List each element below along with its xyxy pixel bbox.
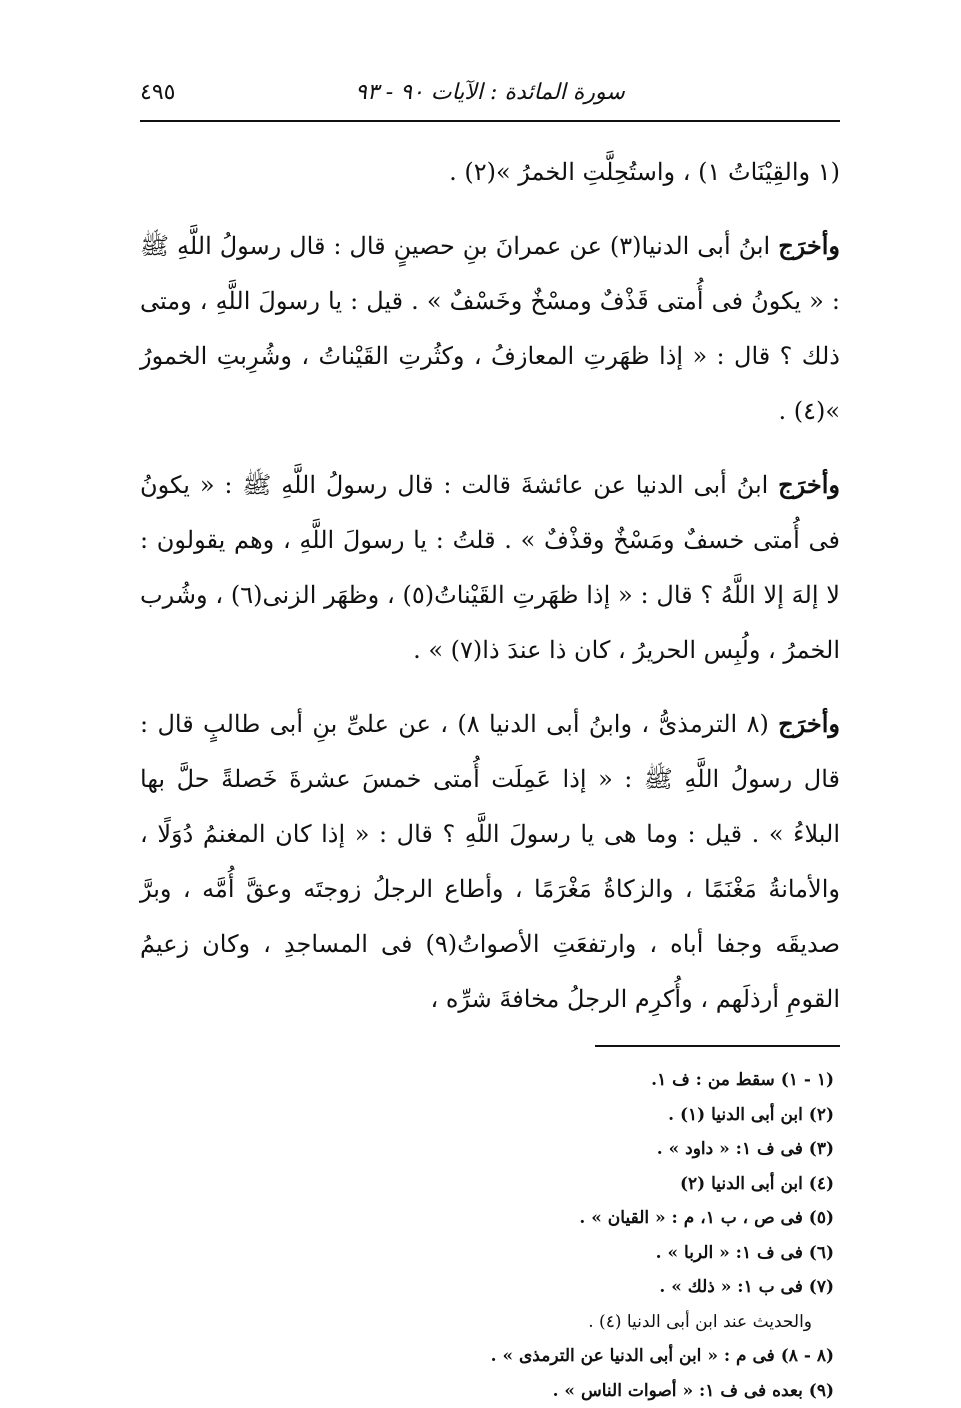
paragraph bbox=[140, 696, 840, 1027]
body-text bbox=[140, 144, 840, 1027]
footnote: (١ - ١) سقط من : ف ١. bbox=[140, 1063, 840, 1098]
paragraph-lead: وأخرَج bbox=[778, 231, 840, 260]
header-title: سورة المائدة : الآيات ٩٠ - ٩٣ bbox=[140, 80, 840, 105]
paragraph-text: ابنُ أبى الدنيا عن عائشةَ قالت : قال رسولُ اللَّهِ ﷺ : « يكونُ فى أُمتى خسفٌ ومَسْخٌ وقذْفٌ » . قلتُ : يا رسولَ اللَّهِ ، وهم يقولون : لا إلهَ إلا اللَّهُ ؟ قال : « إذا ظهَرتِ القَيْناتُ(٥) ، وظهَر الزنى(٦) ، وشُرب الخمرُ ، ولُبِس الحريرُ ، كان ذا عندَ ذا(٧) » . bbox=[140, 471, 840, 664]
footnote-continuation: والحديث عند ابن أبى الدنيا (٤) . bbox=[140, 1305, 840, 1340]
footnote: (٦) فى ف ١: « الربا » . bbox=[140, 1236, 840, 1271]
running-header bbox=[140, 70, 840, 122]
footnote: (٩) بعده فى ف ١: « أصوات الناس » . bbox=[140, 1374, 840, 1408]
footnotes bbox=[140, 1063, 840, 1408]
footnote: (٥) فى ص ، ب ١، م : « القيان » . bbox=[140, 1201, 840, 1236]
paragraph-text: (١ والقِيْنَاتُ ١) ، واستُحِلَّتِ الخمرُ »(٢) . bbox=[449, 158, 840, 186]
paragraph-text: ابنُ أبى الدنيا(٣) عن عمرانَ بنِ حصينٍ قال : قال رسولُ اللَّهِ ﷺ : « يكونُ فى أُمتى قَذْفٌ ومسْخٌ وخَسْفٌ » . قيل : يا رسولَ اللَّهِ ، ومتى ذلك ؟ قال : « إذا ظهَرتِ المعازفُ ، وكثُرتِ القَيْناتُ ، وشُرِبتِ الخمورُ »(٤) . bbox=[140, 232, 840, 425]
paragraph bbox=[140, 218, 840, 439]
page-number: ٤٩٥ bbox=[140, 80, 175, 105]
footnote: (٧) فى ب ١: « ذلك » . bbox=[140, 1270, 840, 1305]
paragraph-text: (٨ الترمذىُّ ، وابنُ أبى الدنيا ٨) ، عن علىِّ بنِ أبى طالبٍ قال : قال رسولُ اللَّهِ ﷺ : « إذا عَمِلَت أُمتى خمسَ عشرةَ خَصلةً حلَّ بها البلاءُ » . قيل : وما هى يا رسولَ اللَّهِ ؟ قال : « إذا كان المغنمُ دُوَلًا ، والأمانةُ مَغْنَمًا ، والزكاةُ مَغْرَمًا ، وأطاع الرجلُ زوجتَه وعقَّ أُمَّه ، وبرَّ صديقَه وجفا أباه ، وارتفعَتِ الأصواتُ(٩) فى المساجدِ ، وكان زعيمُ القومِ أرذلَهم ، وأُكرِم الرجلُ مخافةَ شرِّه ، bbox=[140, 710, 840, 1013]
paragraph bbox=[140, 457, 840, 678]
paragraph-lead: وأخرَج bbox=[778, 709, 840, 738]
footnote-separator bbox=[595, 1045, 840, 1047]
paragraph-lead: وأخرَج bbox=[778, 470, 840, 499]
paragraph bbox=[140, 144, 840, 200]
footnote: (٨ - ٨) فى م : « ابن أبى الدنيا عن الترمذى » . bbox=[140, 1339, 840, 1374]
footnote: (٣) فى ف ١: « داود » . bbox=[140, 1132, 840, 1167]
footnote: (٤) ابن أبى الدنيا (٢) bbox=[140, 1167, 840, 1202]
footnote: (٢) ابن أبى الدنيا (١) . bbox=[140, 1098, 840, 1133]
page bbox=[140, 70, 840, 1408]
